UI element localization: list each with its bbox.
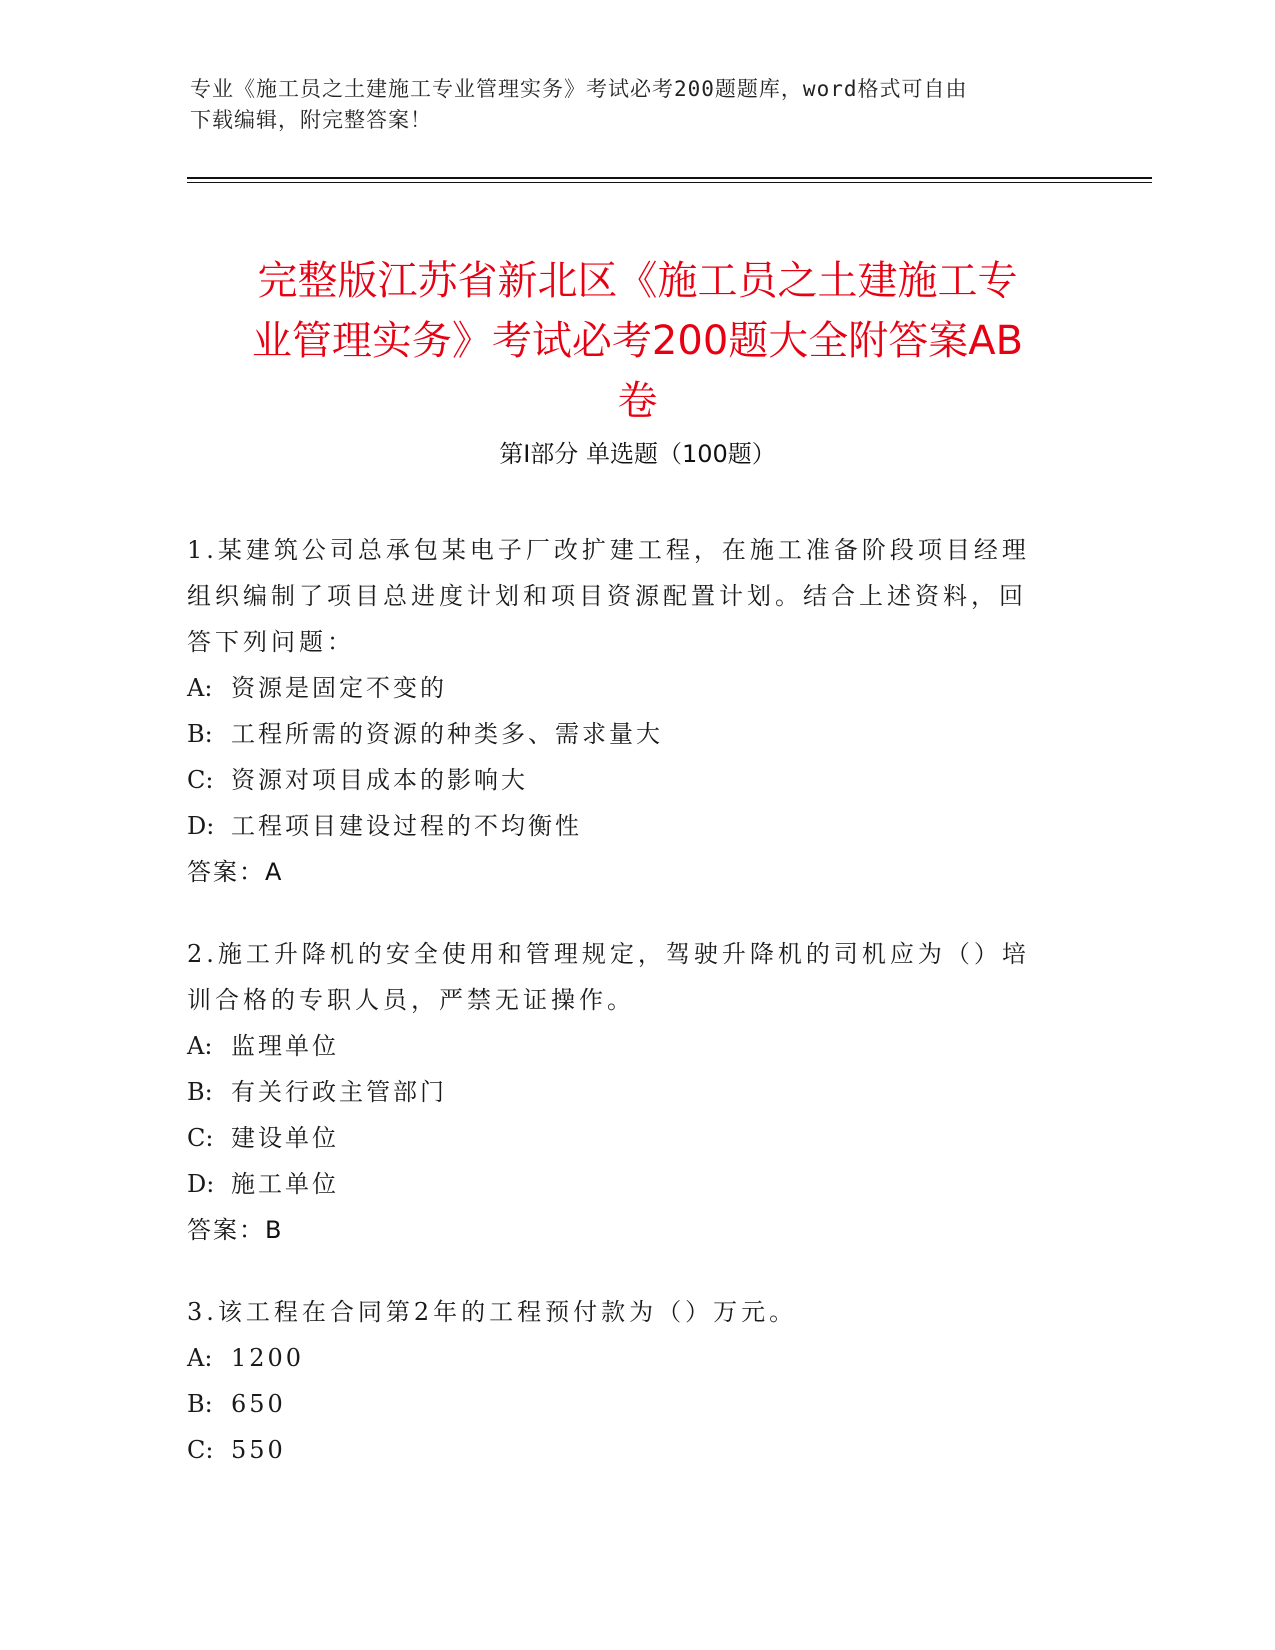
option-key: A: (187, 674, 213, 702)
option-key: A: (187, 1344, 213, 1372)
option-c (187, 1115, 1087, 1161)
question-stem-line: 组织编制了项目总进度计划和项目资源配置计划。结合上述资料，回 (187, 582, 1027, 610)
header-divider-thin (187, 182, 1152, 183)
option-key: B: (187, 1390, 213, 1418)
option-key: D: (187, 1170, 215, 1198)
option-key: C: (187, 1124, 214, 1152)
option-text: 资源是固定不变的 (231, 674, 447, 702)
option-c (187, 757, 1087, 803)
section-heading: 第Ⅰ部分 单选题（100题） (499, 440, 776, 468)
question-stem-line: 1.某建筑公司总承包某电子厂改扩建工程，在施工准备阶段项目经理 (187, 536, 1030, 564)
option-text: 资源对项目成本的影响大 (231, 766, 528, 794)
header-divider-thick (187, 177, 1152, 179)
option-key: B: (187, 720, 213, 748)
question-stem-line: 3.该工程在合同第2年的工程预付款为（）万元。 (187, 1298, 798, 1326)
option-text: 监理单位 (231, 1032, 339, 1060)
question-2 (187, 931, 1087, 1253)
header-note-line: 下载编辑，附完整答案！ (190, 108, 432, 132)
question-1 (187, 527, 1087, 895)
option-key: A: (187, 1032, 213, 1060)
question-3 (187, 1289, 1087, 1473)
option-a (187, 1335, 1087, 1381)
option-c (187, 1427, 1087, 1473)
question-stem-line: 训合格的专职人员，严禁无证操作。 (187, 986, 635, 1014)
question-stem-line: 答下列问题： (187, 628, 355, 656)
title-line: 完整版江苏省新北区《施工员之土建施工专 (257, 257, 1018, 304)
option-key: D: (187, 812, 215, 840)
option-text: 工程项目建设过程的不均衡性 (231, 812, 582, 840)
title-line: 业管理实务》考试必考200题大全附答案AB (251, 317, 1024, 364)
header-note-line: 专业《施工员之土建施工专业管理实务》考试必考200题题库，word格式可自由 (190, 77, 968, 101)
option-text: 建设单位 (231, 1124, 339, 1152)
option-text: 施工单位 (231, 1170, 339, 1198)
header-note (190, 74, 1070, 136)
answer-label: 答案：B (187, 1216, 284, 1244)
title-line: 卷 (617, 377, 658, 424)
option-text: 有关行政主管部门 (231, 1078, 447, 1106)
option-b (187, 1381, 1087, 1427)
option-text: 1200 (231, 1344, 305, 1372)
option-d (187, 1161, 1087, 1207)
option-a (187, 1023, 1087, 1069)
option-text: 工程所需的资源的种类多、需求量大 (231, 720, 663, 748)
option-key: C: (187, 1436, 214, 1464)
answer-label: 答案：A (187, 858, 284, 886)
option-b (187, 711, 1087, 757)
option-text: 650 (231, 1390, 286, 1418)
document-title (165, 251, 1110, 431)
option-key: B: (187, 1078, 213, 1106)
option-d (187, 803, 1087, 849)
option-a (187, 665, 1087, 711)
option-text: 550 (231, 1436, 286, 1464)
question-stem-line: 2.施工升降机的安全使用和管理规定，驾驶升降机的司机应为（）培 (187, 940, 1030, 968)
option-b (187, 1069, 1087, 1115)
question-list (187, 527, 1087, 1509)
option-key: C: (187, 766, 214, 794)
